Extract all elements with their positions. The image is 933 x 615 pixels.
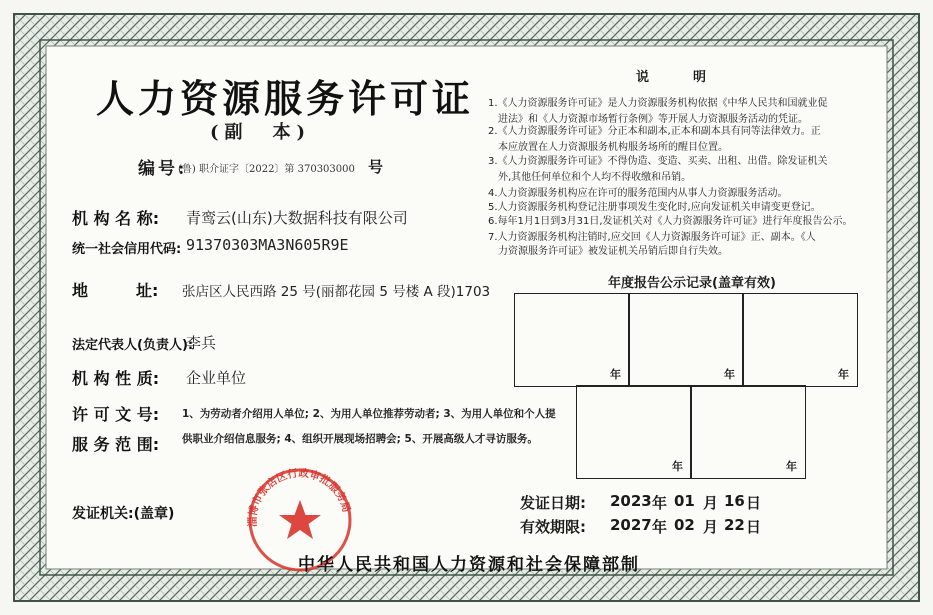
annual-report-box — [742, 293, 858, 387]
valid-year: 2027 — [610, 516, 652, 534]
permit-doc-label: 许 可 文 号: — [72, 405, 160, 424]
certificate-title: 人力资源服务许可证 — [96, 76, 475, 121]
note-line: 力资源服务许可证》被发证机关吊销后即自行失效。 — [488, 246, 728, 257]
note-line: 2.《人力资源服务许可证》分正本和副本,正本和副本具有同等法律效力。正 — [488, 126, 821, 137]
annual-report-title: 年度报告公示记录(盖章有效) — [608, 276, 776, 291]
valid-month-unit: 月 — [703, 518, 719, 536]
seal-star-icon — [279, 500, 321, 539]
note-line: 进法》和《人力资源市场暂行条例》等开展人力资源服务活动的凭证。 — [488, 114, 808, 125]
valid-date-label: 有效期限: — [520, 518, 586, 536]
valid-day: 22 — [724, 516, 745, 534]
note-line: 外,其他任何单位和个人均不得收缴和吊销。 — [488, 172, 692, 183]
annual-report-box — [514, 293, 630, 387]
issuer-label: 发证机关:(盖章) — [72, 506, 175, 522]
credit-code-value: 91370303MA3N605R9E — [186, 236, 349, 254]
issue-year-unit: 年 — [652, 494, 668, 512]
annual-report-box — [576, 385, 692, 479]
address-value: 张店区人民西路 25 号(丽都花园 5 号楼 A 段)1703 — [182, 284, 491, 300]
certificate-subtitle: (副 本) — [210, 122, 312, 143]
notes-title: 说明 — [636, 70, 751, 85]
issue-month-unit: 月 — [703, 494, 719, 512]
annual-report-year-unit: 年 — [724, 368, 735, 381]
annual-report-year-unit: 年 — [610, 368, 621, 381]
annual-report-box — [628, 293, 744, 387]
legal-rep-value: 李兵 — [186, 334, 217, 352]
issue-month: 01 — [674, 492, 695, 510]
note-line: 4.人力资源服务机构应在许可的服务范围内从事人力资源服务活动。 — [488, 188, 788, 199]
annual-report-year-unit: 年 — [838, 368, 849, 381]
annual-report-year-unit: 年 — [786, 460, 797, 473]
credit-code-label: 统一社会信用代码: — [72, 242, 182, 257]
valid-year-unit: 年 — [652, 518, 668, 536]
org-nature-label: 机 构 性 质: — [72, 369, 160, 388]
issue-day-unit: 日 — [746, 494, 762, 512]
note-line: 1.《人力资源服务许可证》是人力资源服务机构依据《中华人民共和国就业促 — [488, 98, 828, 109]
note-line: 5.人力资源服务机构登记注册事项发生变化时,应向发证机关申请变更登记。 — [488, 202, 821, 213]
address-label: 地 址: — [72, 281, 159, 300]
annual-report-year-unit: 年 — [672, 460, 683, 473]
note-line: 3.《人力资源服务许可证》不得伪造、变造、买卖、出租、出借。除发证机关 — [488, 156, 828, 167]
serial-suffix: 号 — [368, 158, 384, 176]
ministry-footer: 中华人民共和国人力资源和社会保障部制 — [298, 555, 640, 575]
valid-month: 02 — [674, 516, 695, 534]
issue-day: 16 — [724, 492, 745, 510]
org-name-label: 机 构 名 称: — [72, 209, 160, 228]
serial-label: 编号: — [138, 159, 188, 179]
annual-report-box — [690, 385, 806, 479]
note-line: 6.每年1月1日到3月31日,发证机关对《人力资源服务许可证》进行年度报告公示。 — [488, 216, 853, 227]
seal-text: 淄博市张店区行政审批服务局 — [246, 467, 353, 528]
service-scope-line2: 供职业介绍信息服务; 4、组织开展现场招聘会; 5、开展高级人才寻访服务。 — [182, 433, 538, 445]
issue-date-label: 发证日期: — [520, 494, 586, 512]
issue-year: 2023 — [610, 492, 652, 510]
service-scope-label: 服 务 范 围: — [72, 435, 160, 454]
note-line: 本应放置在人力资源服务机构服务场所的醒目位置。 — [488, 142, 728, 153]
valid-day-unit: 日 — [746, 518, 762, 536]
org-nature-value: 企业单位 — [186, 369, 247, 387]
note-line: 7.人力资源服务机构注销时,应交回《人力资源服务许可证》正、副本。《人 — [488, 232, 816, 243]
service-scope-line1: 1、为劳动者介绍用人单位; 2、为用人单位推荐劳动者; 3、为用人单位和个人提 — [182, 408, 556, 420]
serial-value: (鲁) 职介证字〔2022〕第 370303000 — [178, 164, 355, 175]
legal-rep-label: 法定代表人(负责人): — [72, 338, 194, 353]
org-name-value: 青鸾云(山东)大数据科技有限公司 — [186, 209, 408, 227]
